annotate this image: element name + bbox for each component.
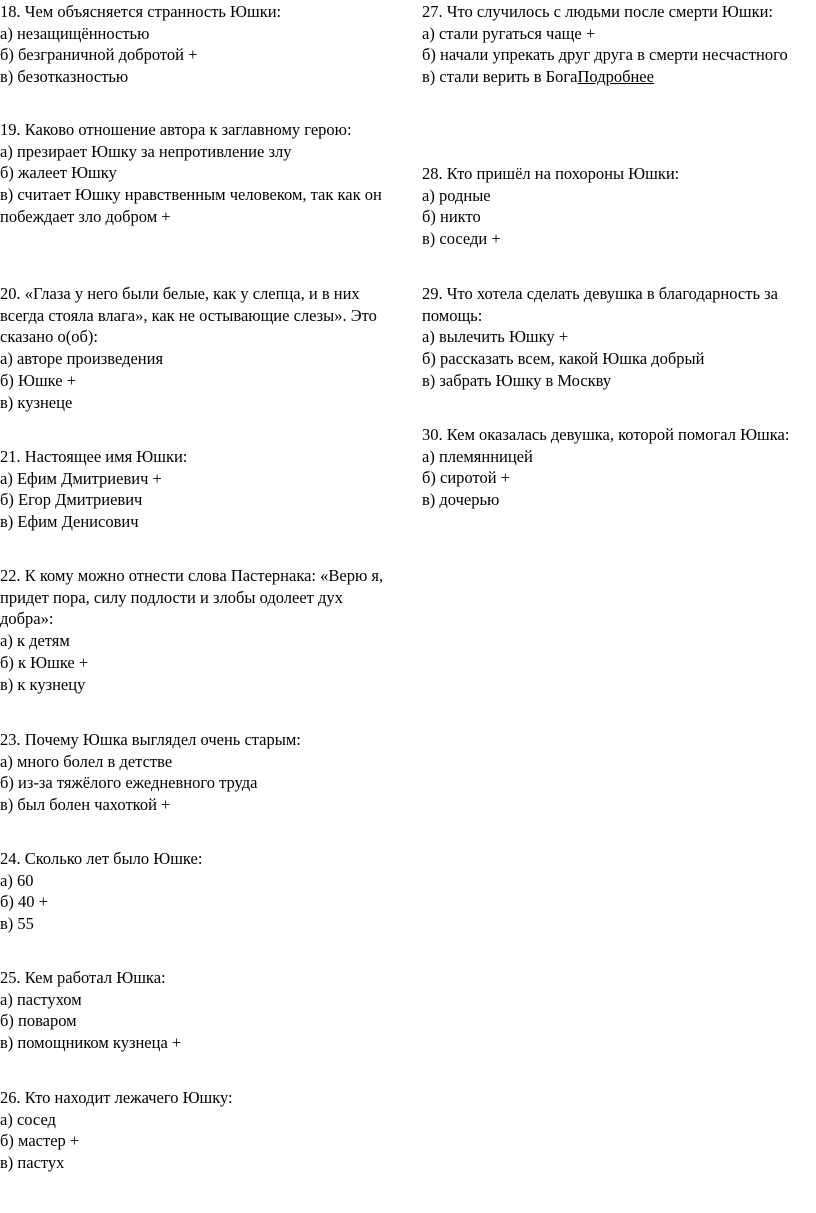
option-b: б) Юшке + <box>0 370 77 390</box>
question-text: 22. К кому можно отнести слова Пастернака: «Верю я, придет пора, силу подлости и злобы одолеет дух добра»: <box>0 566 384 629</box>
option-a: а) авторе произведения <box>0 349 164 369</box>
question-text: 27. Что случилось с людьми после смерти Юшки: <box>422 2 774 21</box>
question-30 <box>422 424 807 511</box>
question-text: 21. Настоящее имя Юшки: <box>0 447 188 466</box>
option-b: б) жалеет Юшку <box>0 163 117 183</box>
question-text: 20. «Глаза у него были белые, как у слепца, и в них всегда стояла влага», как не остывающие слезы». Это сказано о(об): <box>0 284 377 347</box>
question-22 <box>0 565 390 695</box>
option-a: а) стали ругаться чаще + <box>422 23 596 43</box>
question-21 <box>0 446 390 533</box>
option-c: в) был болен чахоткой + <box>0 795 171 815</box>
option-c: в) помощником кузнеца + <box>0 1033 182 1053</box>
option-c: в) пастух <box>0 1153 65 1173</box>
option-b: б) рассказать всем, какой Юшка добрый <box>422 349 705 369</box>
question-23 <box>0 729 390 816</box>
option-a: а) к детям <box>0 631 70 651</box>
option-a: а) сосед <box>0 1109 56 1129</box>
question-18 <box>0 1 390 88</box>
option-a: а) вылечить Юшку + <box>422 327 569 347</box>
question-text: 30. Кем оказалась девушка, которой помогал Юшка: <box>422 425 790 444</box>
option-c: в) кузнеце <box>0 392 73 412</box>
question-text: 29. Что хотела сделать девушка в благодарность за помощь: <box>422 284 778 325</box>
question-19 <box>0 119 390 228</box>
option-c: в) 55 <box>0 914 34 934</box>
option-c: в) считает Юшку нравственным человеком, так как он побеждает зло добром + <box>0 185 382 226</box>
option-a: а) Ефим Дмитриевич + <box>0 468 162 488</box>
option-b: б) безграничной добротой + <box>0 45 198 65</box>
question-28 <box>422 163 807 250</box>
option-b: б) мастер + <box>0 1131 80 1151</box>
more-link[interactable]: Подробнее <box>577 67 654 87</box>
option-b: б) Егор Дмитриевич <box>0 490 143 510</box>
question-text: 28. Кто пришёл на похороны Юшки: <box>422 164 680 183</box>
option-c: в) дочерью <box>422 490 500 510</box>
question-25 <box>0 967 390 1054</box>
option-a: а) незащищённостью <box>0 23 150 43</box>
option-a: а) пастухом <box>0 989 82 1009</box>
option-c-row <box>422 66 807 88</box>
question-27 <box>422 1 807 88</box>
question-text: 23. Почему Юшка выглядел очень старым: <box>0 730 301 749</box>
option-c: в) забрать Юшку в Москву <box>422 370 612 390</box>
option-c: в) безотказностью <box>0 67 129 87</box>
option-b: б) из-за тяжёлого ежедневного труда <box>0 773 258 793</box>
option-a: а) племянницей <box>422 446 533 466</box>
question-26 <box>0 1087 390 1174</box>
question-29 <box>422 283 807 392</box>
option-c: в) Ефим Денисович <box>0 512 139 532</box>
question-24 <box>0 848 390 935</box>
question-text: 19. Каково отношение автора к заглавному герою: <box>0 120 352 139</box>
option-c: в) соседи + <box>422 229 501 249</box>
question-text: 18. Чем объясняется странность Юшки: <box>0 2 282 21</box>
option-a: а) презирает Юшку за непротивление злу <box>0 141 292 161</box>
question-20 <box>0 283 390 413</box>
option-b: б) поваром <box>0 1011 77 1031</box>
option-b: б) сиротой + <box>422 468 510 488</box>
option-a: а) 60 <box>0 870 34 890</box>
question-text: 25. Кем работал Юшка: <box>0 968 166 987</box>
option-b: б) 40 + <box>0 892 48 912</box>
option-b: б) никто <box>422 207 481 227</box>
question-text: 24. Сколько лет было Юшке: <box>0 849 203 868</box>
option-b: б) к Юшке + <box>0 652 89 672</box>
question-text: 26. Кто находит лежачего Юшку: <box>0 1088 233 1107</box>
option-a: а) много болел в детстве <box>0 751 173 771</box>
option-c: в) стали верить в Бога <box>422 67 578 87</box>
option-a: а) родные <box>422 185 491 205</box>
option-b: б) начали упрекать друг друга в смерти несчастного <box>422 45 788 65</box>
option-c: в) к кузнецу <box>0 674 86 694</box>
